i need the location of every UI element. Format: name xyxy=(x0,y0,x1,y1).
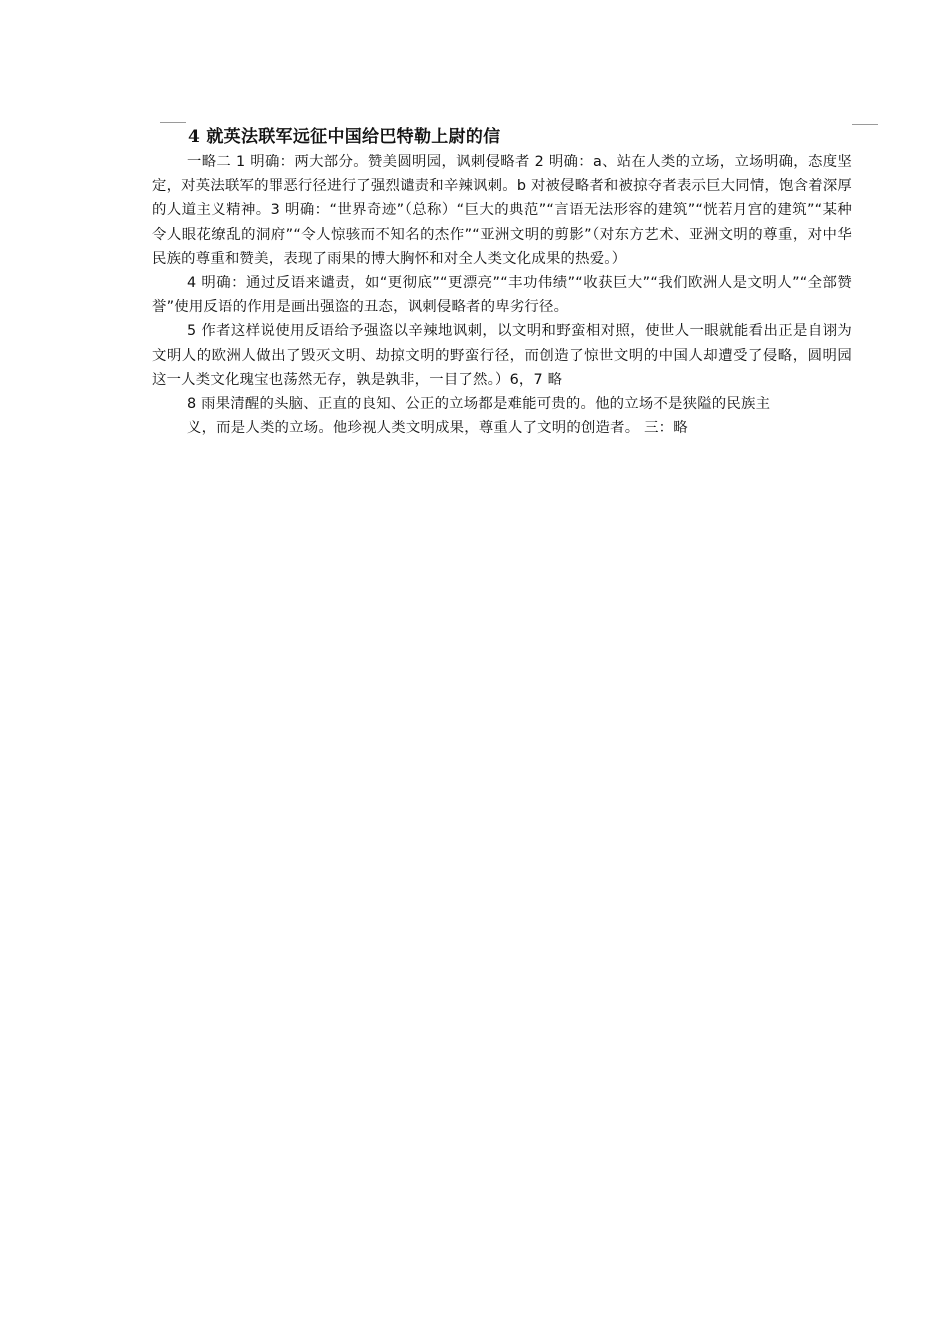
document-title: 4 就英法联军远征中国给巴特勒上尉的信 xyxy=(188,127,501,147)
paragraph-2: 4 明确：通过反语来谴责，如“更彻底”“更漂亮”“丰功伟绩”“收获巨大”“我们欧洲人是文明人”“全部赞誉”使用反语的作用是画出强盗的丑态，讽刺侵略者的卑劣行径。 xyxy=(152,275,852,316)
paragraph-4: 8 雨果清醒的头脑、正直的良知、公正的立场都是难能可贵的。他的立场不是狭隘的民族主 xyxy=(187,396,771,413)
paragraph-1: 一略二 1 明确：两大部分。赞美圆明园，讽刺侵略者 2 明确：a、站在人类的立场，立场明确，态度坚定，对英法联军的罪恶行径进行了强烈谴责和辛辣讽刺。b 对被侵略者和被掠夺者表示巨大同情，饱含着深厚的人道主义精神。3 明确：“世界奇迹”（总称）“巨大的典范”“言语无法形容的建筑”“恍若月宫的建筑”“某种令人眼花缭乱的洞府”“令人惊骇而不知名的杰作”“亚洲文明的剪影”（对东方艺术、亚洲文明的尊重，对中华民族的尊重和赞美，表现了雨果的博大胸怀和对全人类文化成果的热爱。） xyxy=(152,154,852,267)
page-corner-mark-right xyxy=(852,124,878,125)
paragraph-5: 义，而是人类的立场。他珍视人类文明成果，尊重人了文明的创造者。 三：略 xyxy=(187,420,688,437)
document-body xyxy=(152,126,852,440)
paragraph-3: 5 作者这样说使用反语给予强盗以辛辣地讽刺，以文明和野蛮相对照，使世人一眼就能看出正是自诩为文明人的欧洲人做出了毁灭文明、劫掠文明的野蛮行径，而创造了惊世文明的中国人却遭受了侵略，圆明园这一人类文化瑰宝也荡然无存，孰是孰非，一目了然。）6，7 略 xyxy=(152,323,852,388)
page-corner-mark-left xyxy=(160,122,186,123)
